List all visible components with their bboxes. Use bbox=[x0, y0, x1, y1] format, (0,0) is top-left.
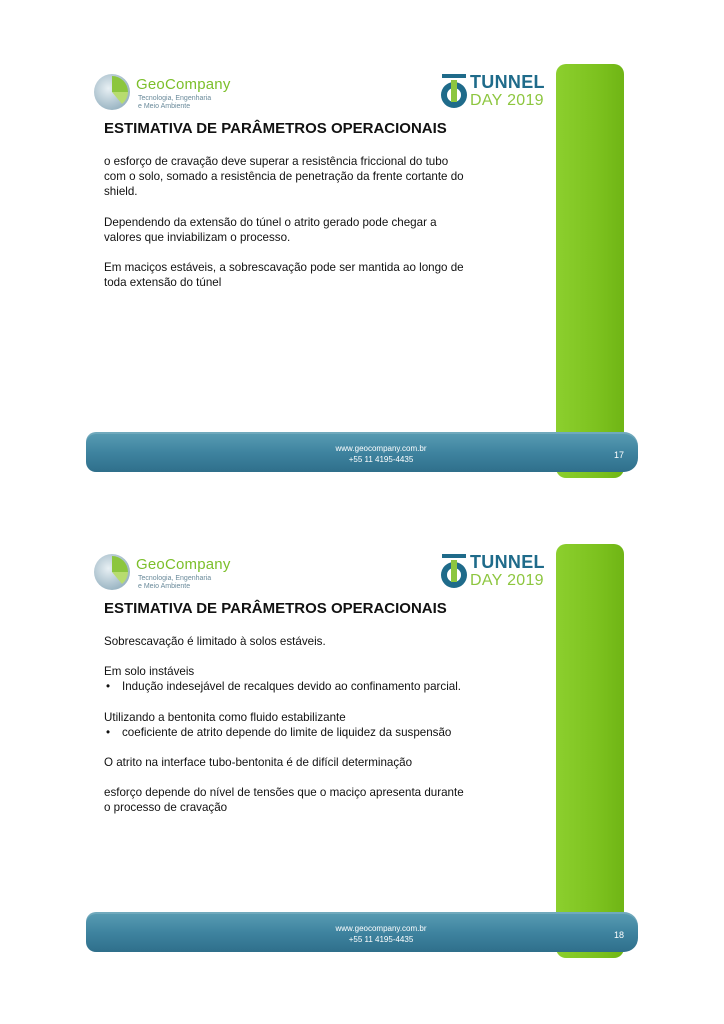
tunnel-day-logo bbox=[440, 70, 544, 112]
text-line: Em solo instáveis bbox=[104, 665, 195, 679]
geocompany-logo bbox=[92, 548, 232, 594]
text-line: shield. bbox=[104, 185, 138, 199]
bullet-text: coeficiente de atrito depende do limite de liquidez da suspensão bbox=[122, 725, 452, 739]
slide-footer bbox=[86, 432, 638, 472]
paragraph bbox=[104, 755, 504, 770]
bullet-item bbox=[104, 725, 504, 740]
text-line: toda extensão do túnel bbox=[104, 276, 222, 290]
company-tagline-2: e Meio Ambiente bbox=[138, 583, 191, 590]
footer-phone: +55 11 4195-4435 bbox=[348, 455, 414, 464]
text-line: Em maciços estáveis, a sobrescavação pode ser mantida ao longo de bbox=[104, 261, 464, 275]
bullet-text: Indução indesejável de recalques devido ao confinamento parcial. bbox=[122, 680, 462, 694]
paragraph bbox=[104, 710, 504, 740]
footer-website: www.geocompany.com.br bbox=[335, 924, 427, 933]
slide-title: ESTIMATIVA DE PARÂMETROS OPERACIONAIS bbox=[104, 600, 447, 617]
bullet-item bbox=[104, 679, 504, 694]
text-line: esforço depende do nível de tensões que o maciço apresenta durante bbox=[104, 786, 464, 800]
geocompany-logo bbox=[92, 68, 232, 114]
bullet-marker: • bbox=[106, 680, 111, 694]
event-year: DAY 2019 bbox=[470, 92, 544, 109]
slide-18 bbox=[86, 542, 638, 960]
tunnel-icon bbox=[440, 74, 468, 110]
text-line: Dependendo da extensão do túnel o atrito gerado pode chegar a bbox=[104, 215, 437, 229]
company-tagline-1: Tecnologia, Engenharia bbox=[138, 575, 212, 582]
bullet-marker: • bbox=[106, 725, 111, 739]
green-accent-bar bbox=[556, 64, 624, 478]
slide-body bbox=[104, 634, 504, 831]
paragraph bbox=[104, 634, 504, 649]
tunnel-day-logo bbox=[440, 550, 544, 592]
tunnel-icon bbox=[440, 554, 468, 590]
text-line: O atrito na interface tubo-bentonita é de difícil determinação bbox=[104, 756, 413, 770]
text-line: com o solo, somado a resistência de penetração da frente cortante do bbox=[104, 170, 464, 184]
paragraph bbox=[104, 785, 504, 815]
event-word: TUNNEL bbox=[470, 552, 545, 572]
text-line: o esforço de cravação deve superar a resistência friccional do tubo bbox=[104, 155, 449, 168]
slide-17 bbox=[86, 62, 638, 480]
slide-footer bbox=[86, 912, 638, 952]
text-line: Sobrescavação é limitado à solos estáveis. bbox=[104, 635, 326, 648]
footer-website: www.geocompany.com.br bbox=[335, 444, 427, 453]
paragraph bbox=[104, 664, 504, 694]
page-number: 17 bbox=[613, 450, 624, 460]
slide-body bbox=[104, 154, 504, 305]
slide-title: ESTIMATIVA DE PARÂMETROS OPERACIONAIS bbox=[104, 120, 447, 137]
text-line: o processo de cravação bbox=[104, 801, 228, 815]
company-name: GeoCompany bbox=[136, 556, 231, 573]
text-line: valores que inviabilizam o processo. bbox=[104, 230, 291, 244]
paragraph bbox=[104, 154, 504, 200]
text-line: Utilizando a bentonita como fluido estabilizante bbox=[104, 710, 346, 724]
page-number: 18 bbox=[613, 930, 624, 940]
paragraph bbox=[104, 260, 504, 290]
green-accent-bar bbox=[556, 544, 624, 958]
event-word: TUNNEL bbox=[470, 72, 545, 92]
company-tagline-1: Tecnologia, Engenharia bbox=[138, 95, 212, 102]
company-tagline-2: e Meio Ambiente bbox=[138, 103, 191, 110]
event-year: DAY 2019 bbox=[470, 572, 544, 589]
footer-phone: +55 11 4195-4435 bbox=[348, 935, 414, 944]
globe-icon bbox=[92, 552, 132, 592]
company-name: GeoCompany bbox=[136, 76, 231, 93]
paragraph bbox=[104, 215, 504, 245]
globe-icon bbox=[92, 72, 132, 112]
